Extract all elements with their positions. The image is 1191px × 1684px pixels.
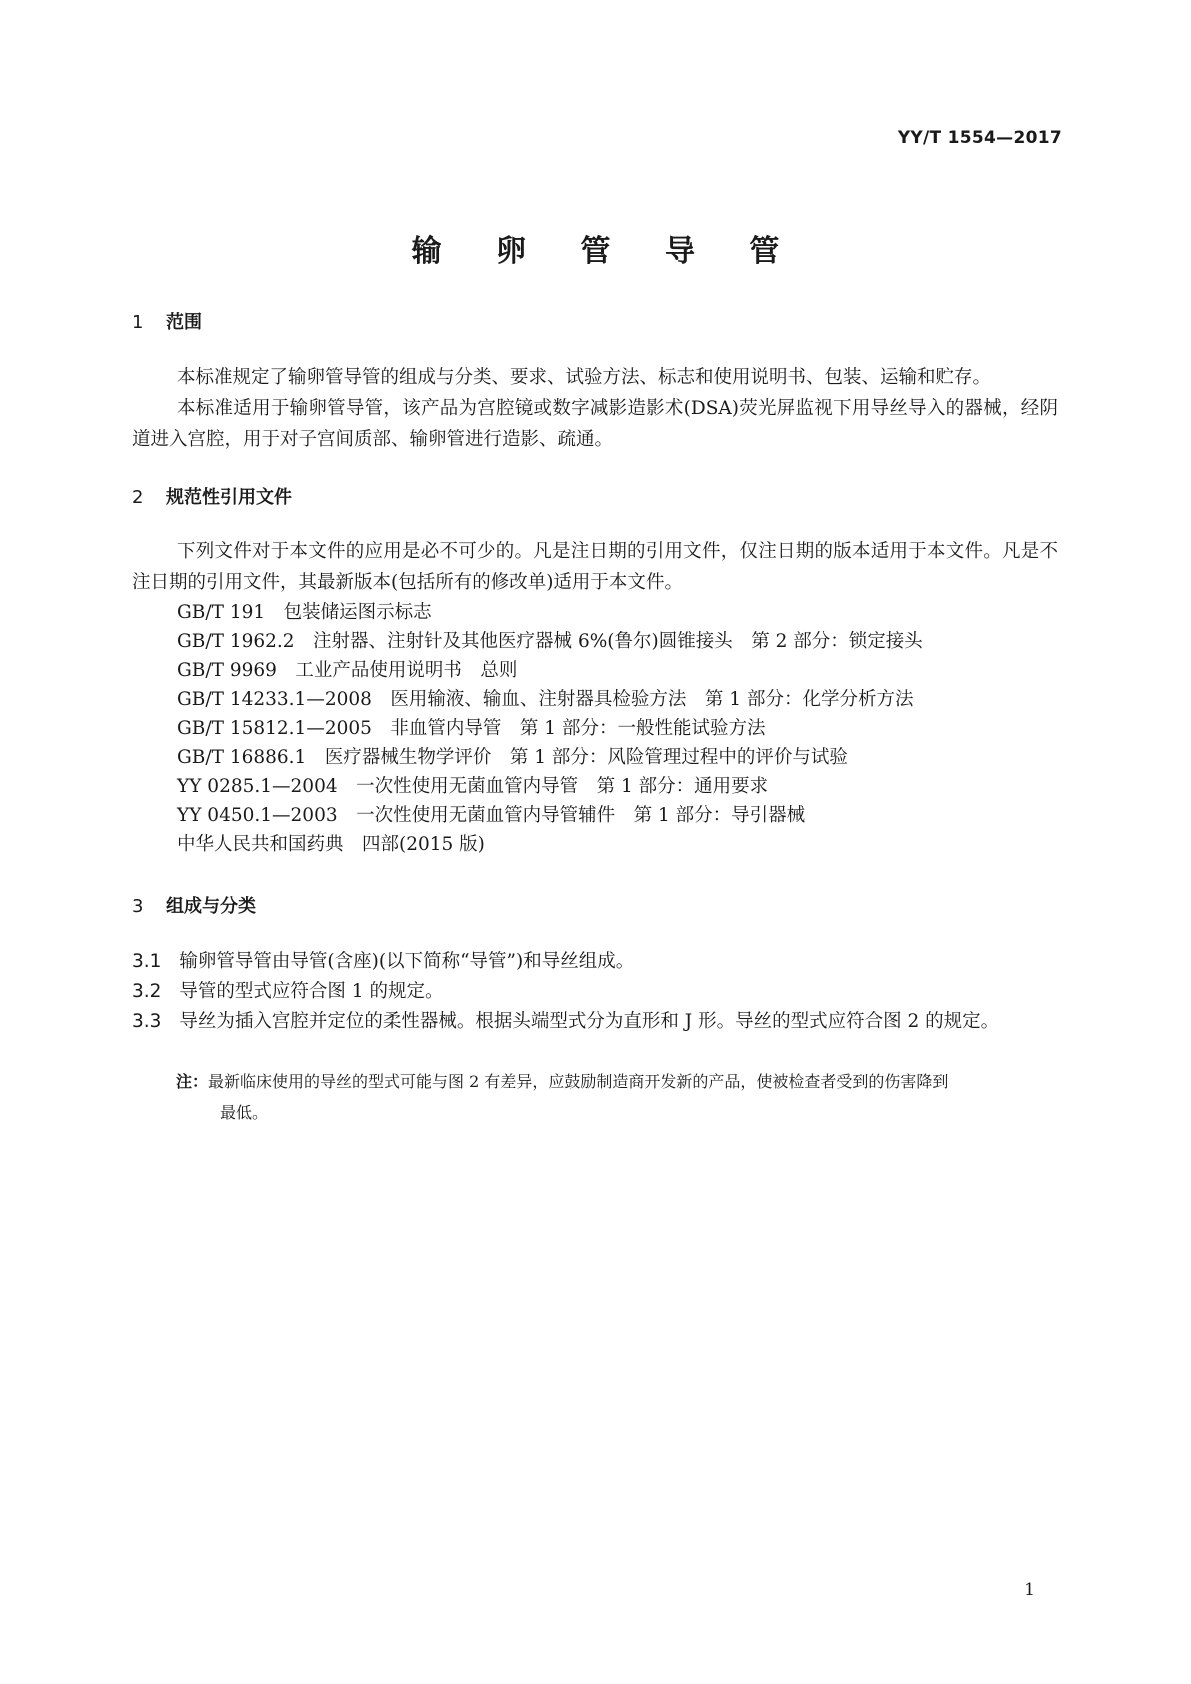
clause-number: 3.3	[132, 1011, 162, 1032]
note-label: 注：	[176, 1072, 209, 1091]
page-number: 1	[1024, 1580, 1035, 1600]
note-block	[176, 1066, 1056, 1128]
clause-text: 导管的型式应符合图 1 的规定。	[179, 981, 444, 1002]
reference-item: GB/T 191 包装储运图示标志	[177, 602, 432, 623]
reference-item: GB/T 1962.2 注射器、注射针及其他医疗器械 6%(鲁尔)圆锥接头 第 2 部分：锁定接头	[177, 631, 923, 652]
note-text-line-2: 最低。	[220, 1103, 269, 1122]
reference-item: GB/T 16886.1 医疗器械生物学评价 第 1 部分：风险管理过程中的评价与试验	[177, 747, 848, 768]
note-text-line-1: 最新临床使用的导丝的型式可能与图 2 有差异，应鼓励制造商开发新的产品，使被检查者受到的伤害降到	[208, 1072, 949, 1091]
section-heading-normative-references	[132, 483, 292, 509]
reference-item: 中华人民共和国药典 四部(2015 版)	[177, 834, 485, 855]
section-number: 3	[132, 896, 144, 917]
document-title: 输 卵 管 导 管	[411, 234, 802, 269]
section-heading-scope	[132, 308, 202, 334]
reference-item: GB/T 14233.1—2008 医用输液、输血、注射器具检验方法 第 1 部分：化学分析方法	[177, 689, 914, 710]
section-number: 1	[132, 312, 144, 333]
section-title: 范围	[166, 312, 202, 333]
section-number: 2	[132, 487, 144, 508]
standard-code: YY/T 1554—2017	[897, 128, 1062, 148]
scope-paragraph-2: 本标准适用于输卵管导管，该产品为宫腔镜或数字减影造影术(DSA)荧光屏监视下用导丝导入的器械，经阴道进入宫腔，用于对子宫间质部、输卵管进行造影、疏通。	[132, 398, 1058, 450]
clause-text: 导丝为插入宫腔并定位的柔性器械。根据头端型式分为直形和 J 形。导丝的型式应符合图 2 的规定。	[179, 1011, 1000, 1032]
clause-text: 输卵管导管由导管(含座)(以下简称“导管”)和导丝组成。	[179, 951, 635, 972]
reference-item: YY 0450.1—2003 一次性使用无菌血管内导管辅件 第 1 部分：导引器械	[177, 805, 806, 826]
clause-3-1	[132, 946, 1058, 978]
clause-3-2	[132, 976, 1058, 1008]
reference-item: YY 0285.1—2004 一次性使用无菌血管内导管 第 1 部分：通用要求	[177, 776, 769, 797]
clause-number: 3.2	[132, 981, 162, 1002]
normative-intro-paragraph: 下列文件对于本文件的应用是必不可少的。凡是注日期的引用文件，仅注日期的版本适用于本文件。凡是不注日期的引用文件，其最新版本(包括所有的修改单)适用于本文件。	[132, 541, 1058, 593]
section-heading-composition	[132, 892, 256, 918]
clause-number: 3.1	[132, 951, 162, 972]
reference-item: GB/T 15812.1—2005 非血管内导管 第 1 部分：一般性能试验方法	[177, 718, 766, 739]
section-title: 规范性引用文件	[166, 487, 292, 508]
clause-3-3	[132, 1006, 1058, 1038]
reference-item: GB/T 9969 工业产品使用说明书 总则	[177, 660, 518, 681]
scope-paragraph-1: 本标准规定了输卵管导管的组成与分类、要求、试验方法、标志和使用说明书、包装、运输和贮存。	[177, 367, 992, 388]
section-title: 组成与分类	[166, 896, 256, 917]
